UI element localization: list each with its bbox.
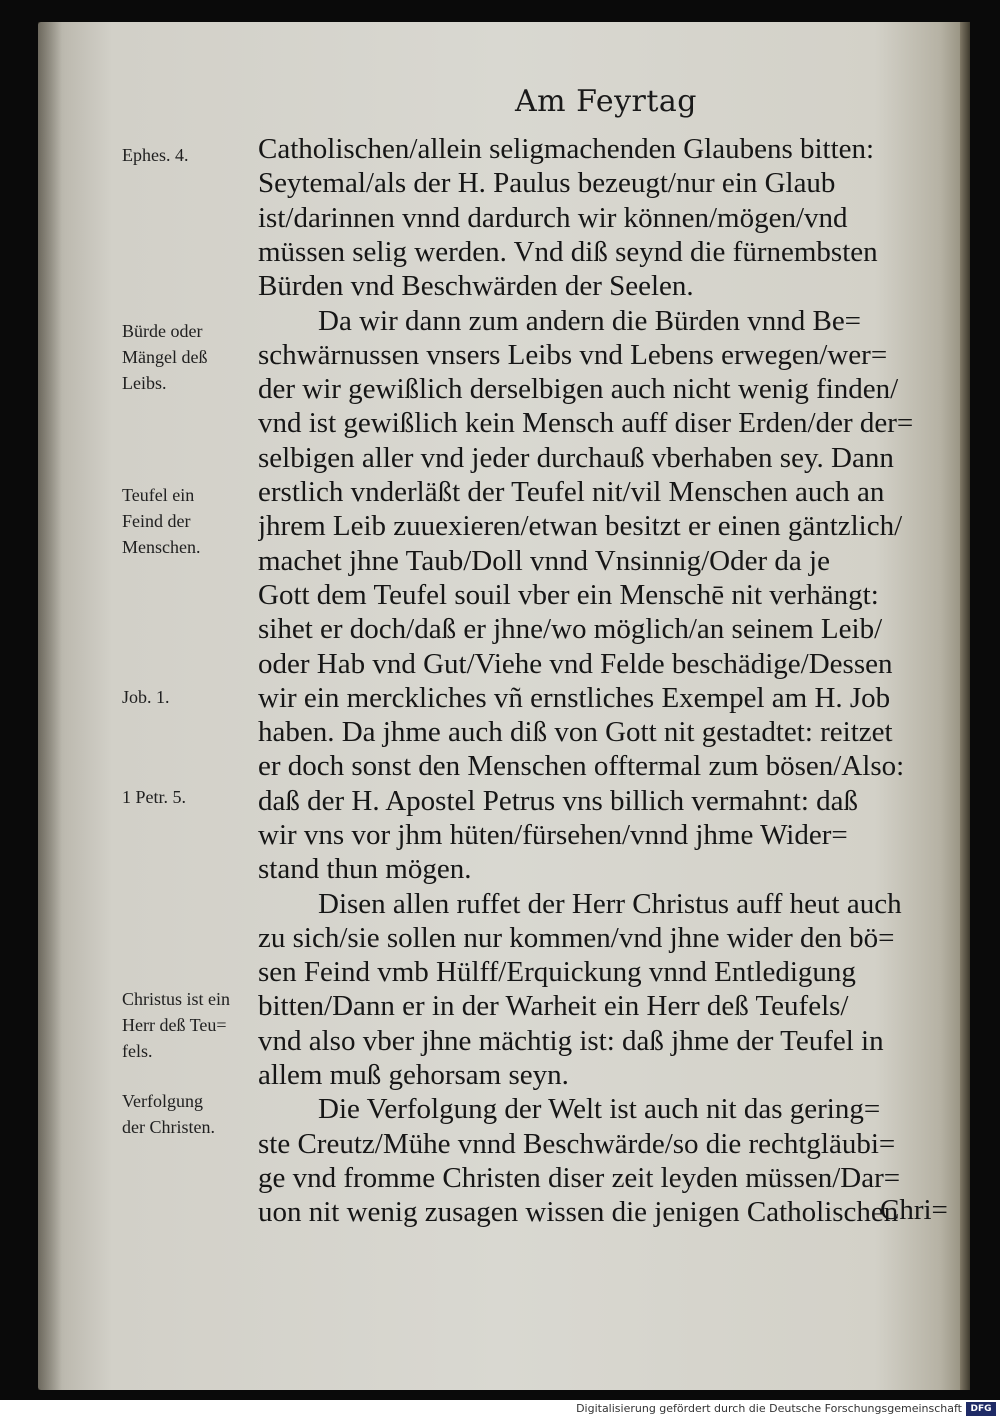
- text-line: der wir gewißlich derselbigen auch nicht wenig finden/: [258, 373, 899, 405]
- margin-note: [122, 1088, 257, 1140]
- funding-credit: Digitalisierung gefördert durch die Deutsche Forschungsgemeinschaft: [576, 1402, 962, 1415]
- margin-note: [122, 784, 257, 810]
- text-line: wir ein merckliches vñ ernstliches Exempel am H. Job: [258, 682, 891, 714]
- text-line: Seytemal/als der H. Paulus bezeugt/nur ein Glaub: [258, 167, 836, 199]
- text-line: müssen selig werden. Vnd diß seynd die fürnembsten: [258, 236, 878, 268]
- gutter-shadow: [38, 22, 62, 1390]
- margin-note: [122, 986, 257, 1064]
- margin-note-line: Herr deß Teu=: [122, 1015, 227, 1035]
- margin-note-line: Ephes. 4.: [122, 145, 189, 165]
- margin-note-line: fels.: [122, 1041, 153, 1061]
- margin-note-line: Leibs.: [122, 373, 167, 393]
- text-line: haben. Da jhme auch diß von Gott nit gestadtet: reitzet: [258, 716, 893, 748]
- text-line: oder Hab vnd Gut/Viehe vnd Felde beschädige/Dessen: [258, 648, 893, 680]
- text-line: wir vns vor jhm hüten/fürsehen/vnnd jhme Wider=: [258, 819, 848, 851]
- text-line: schwärnussen vnsers Leibs vnd Lebens erwegen/wer=: [258, 339, 888, 371]
- margin-note-line: der Christen.: [122, 1117, 215, 1137]
- text-line: bitten/Dann er in der Warheit ein Herr deß Teufels/: [258, 990, 849, 1022]
- text-line: zu sich/sie sollen nur kommen/vnd jhne wider den bö=: [258, 922, 895, 954]
- text-line: Die Verfolgung der Welt ist auch nit das gering=: [318, 1093, 881, 1125]
- text-line: sihet er doch/daß er jhne/wo möglich/an seinem Leib/: [258, 613, 883, 645]
- text-line: vnd ist gewißlich kein Mensch auff diser Erden/der der=: [258, 407, 914, 439]
- text-line: vnd also vber jhne mächtig ist: daß jhme der Teufel in: [258, 1025, 884, 1057]
- margin-note-line: 1 Petr. 5.: [122, 787, 187, 807]
- margin-note-line: Mängel deß: [122, 347, 208, 367]
- page-edge: [960, 22, 970, 1390]
- text-line: Da wir dann zum andern die Bürden vnnd Be=: [318, 305, 862, 337]
- margin-note-line: Teufel ein: [122, 485, 195, 505]
- dfg-logo: DFG: [966, 1402, 996, 1416]
- text-line: Gott dem Teufel souil vber ein Menschē nit verhängt:: [258, 579, 879, 611]
- text-line: uon nit wenig zusagen wissen die jenigen Catholischen: [258, 1196, 899, 1228]
- margin-note: [122, 142, 257, 168]
- text-line: jhrem Leib zuuexieren/etwan besitzt er einen gäntzlich/: [258, 510, 903, 542]
- text-line: allem muß gehorsam seyn.: [258, 1059, 569, 1091]
- text-line: ge vnd fromme Christen diser zeit leyden müssen/Dar=: [258, 1162, 901, 1194]
- margin-note-line: Verfolgung: [122, 1091, 203, 1111]
- margin-note: [122, 318, 257, 396]
- text-line: ist/darinnen vnnd dardurch wir können/mögen/vnd: [258, 202, 848, 234]
- margin-note-line: Christus ist ein: [122, 989, 231, 1009]
- text-line: Bürden vnd Beschwärden der Seelen.: [258, 270, 694, 302]
- text-line: erstlich vnderläßt der Teufel nit/vil Menschen auch an: [258, 476, 885, 508]
- text-line: daß der H. Apostel Petrus vns billich vermahnt: daß: [258, 785, 859, 817]
- text-line: ste Creutz/Mühe vnnd Beschwärde/so die rechtgläubi=: [258, 1128, 896, 1160]
- text-line: stand thun mögen.: [258, 853, 472, 885]
- margin-note-line: Feind der: [122, 511, 191, 531]
- text-line: sen Feind vmb Hülff/Erquickung vnnd Entledigung: [258, 956, 856, 988]
- margin-note-line: Bürde oder: [122, 321, 203, 341]
- text-line: Catholischen/allein seligmachenden Glaubens bitten:: [258, 133, 875, 165]
- footer-bar: [0, 1400, 1000, 1419]
- margin-note: [122, 684, 257, 710]
- text-line: selbigen aller vnd jeder durchauß vberhaben sey. Dann: [258, 442, 894, 474]
- margin-note: [122, 482, 257, 560]
- text-line: machet jhne Taub/Doll vnnd Vnsinnig/Oder da je: [258, 545, 830, 577]
- margin-note-line: Job. 1.: [122, 687, 170, 707]
- catchword: Chri=: [880, 1194, 948, 1226]
- text-line: Disen allen ruffet der Herr Christus auff heut auch: [318, 888, 902, 920]
- margin-note-line: Menschen.: [122, 537, 201, 557]
- text-line: er doch sonst den Menschen offtermal zum bösen/Also:: [258, 750, 905, 782]
- running-head: Am Feyrtag: [515, 84, 698, 119]
